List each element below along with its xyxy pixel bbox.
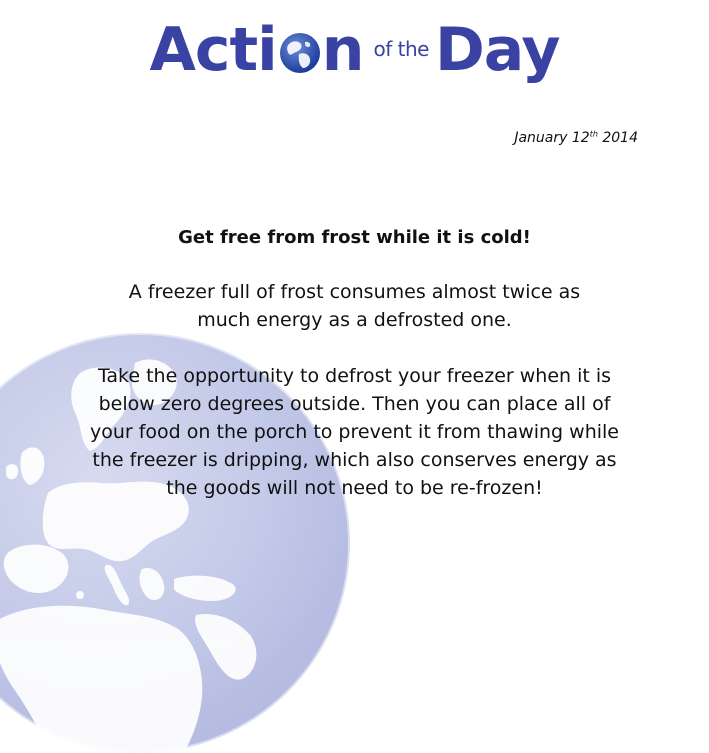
main-content bbox=[0, 227, 709, 502]
date-ordinal: th bbox=[589, 129, 598, 139]
logo-connector-text: of the bbox=[373, 37, 429, 61]
paragraph-intro: A freezer full of frost consumes almost twice as much energy as a defrosted one. bbox=[128, 281, 581, 331]
logo-word-action-prefix: Acti bbox=[149, 15, 277, 85]
date-year: 2014 bbox=[602, 130, 638, 146]
earth-globe-icon bbox=[279, 32, 321, 74]
headline: Get free from frost while it is cold! bbox=[178, 227, 531, 248]
action-of-the-day-logo bbox=[0, 15, 709, 110]
date-month-day: January 12 bbox=[514, 130, 590, 146]
logo-word-day: Day bbox=[434, 15, 560, 85]
post-date bbox=[514, 130, 638, 146]
logo-word-action-suffix: n bbox=[321, 15, 364, 85]
paragraph-advice: Take the opportunity to defrost your freezer when it is below zero degrees outside. Then you can place all of your food on the porch to prevent it from thawing while the freezer is dripping, which also conserves energy as the goods will not need to be re-frozen! bbox=[89, 365, 619, 499]
